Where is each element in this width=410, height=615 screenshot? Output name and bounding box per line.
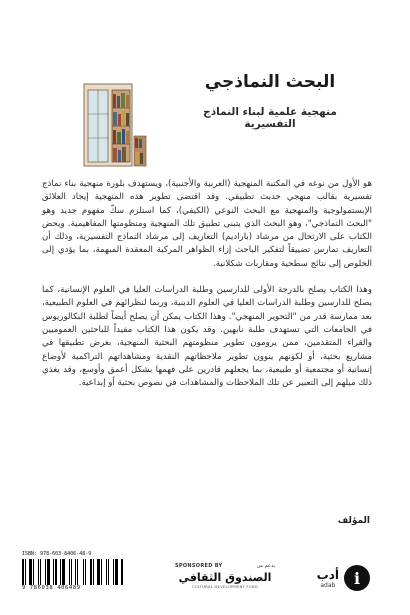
book-subtitle: منهجية علمية لبناء النماذج التفسيرية — [203, 106, 337, 130]
sponsor-name: الصندوق الثقافي — [178, 571, 272, 584]
publisher-name — [317, 568, 339, 589]
barcode-digits: 9 786038 406489 — [22, 585, 81, 591]
publisher-mark-icon: i — [344, 565, 370, 591]
publisher-logo — [317, 565, 370, 591]
sponsor-label-ar: بدعم من — [256, 563, 275, 569]
back-cover-text — [42, 178, 372, 403]
book-title: البحث النماذجي — [204, 72, 336, 92]
sponsor-subtitle: CULTURAL DEVELOPMENT FUND — [192, 584, 258, 589]
sponsor-header — [175, 563, 275, 569]
author-label: المؤلف — [337, 516, 370, 526]
header — [180, 68, 360, 130]
barcode-bars — [22, 559, 124, 585]
library-window-illustration — [78, 80, 152, 172]
barcode — [22, 551, 124, 591]
publisher-name-en: adab — [320, 581, 336, 589]
paragraph-1: هو الأول من نوعه في المكتبة المنهجية (العربية والأجنبية)، ويستهدف بلورة منهجية بناء نماذج تفسيرية بقالب منهجي حديث تطبيقي. وقد اقتضى تطوير هذه المنهجية إيجاد العلائق الإبستمولوجية والمنهجية مع البحث النوعي (الكيفي)، كما استلزم سكّ مفهوم جديد وهو "البحث النماذجي"، وهو البحث الذي يتبنى تطبيق تلك المنهجية ومنظومتها المفاهيمية. ويحض الكتاب على الارتحال من مرشاد (باراديم) التعاريف إلى مرشاد النماذج التفسيرية، وذلك أن التعاريف تمارس تضييقاً لتفكير الباحث إزاء الظواهر المركبة المعقدة المبهمة، بما يؤدي إلى الخلوص إلى نتائج سطحية ومقاربات شكلانية. — [42, 179, 372, 269]
isbn-text: ISBN: 978-603-8406-48-9 — [22, 551, 92, 557]
paragraph-2: وهذا الكتاب يصلح بالدرجة الأولى للدارسين وطلبة الدراسات العليا في العلوم الإنسانية، كما يصلح للدارسين وطلبة الدراسات العليا في العلوم الدينية، وربما لنظرائهم في العلوم الطبيعية، بعد ممارسة قدر من "التحوير المنهجي". وهذا الكتاب يمكن أن يصلح أيضاً لطلبة البكالوريوس في الجامعات التي تستهدف طلبة نابهين. وقد يكون هذا الكتاب مفيداً للباحثين العموميين والقراء المتقدمين، ممن يرومون تطوير منظومتهم البحثية المنهجية، بغرض تطبيقها في مشاريع بحثية، أو لكونهم ينوون تطوير ملاحظاتهم النقدية ومشاهداتهم التراكمية لأوضاع إنسانية أو مجتمعية أو طبيعية، بما يجعلهم قادرين على فهمها بشكل أعمق وأوسع، وقد يغذي ذلك ميلهم إلى التعبير عن تلك الملاحظات والمشاهدات في نصوص بحثية أو إبداعية. — [42, 285, 372, 389]
sponsor-label-en: SPONSORED BY — [175, 563, 223, 569]
sponsor-logo — [175, 563, 275, 589]
publisher-name-ar: أدب — [316, 567, 339, 582]
